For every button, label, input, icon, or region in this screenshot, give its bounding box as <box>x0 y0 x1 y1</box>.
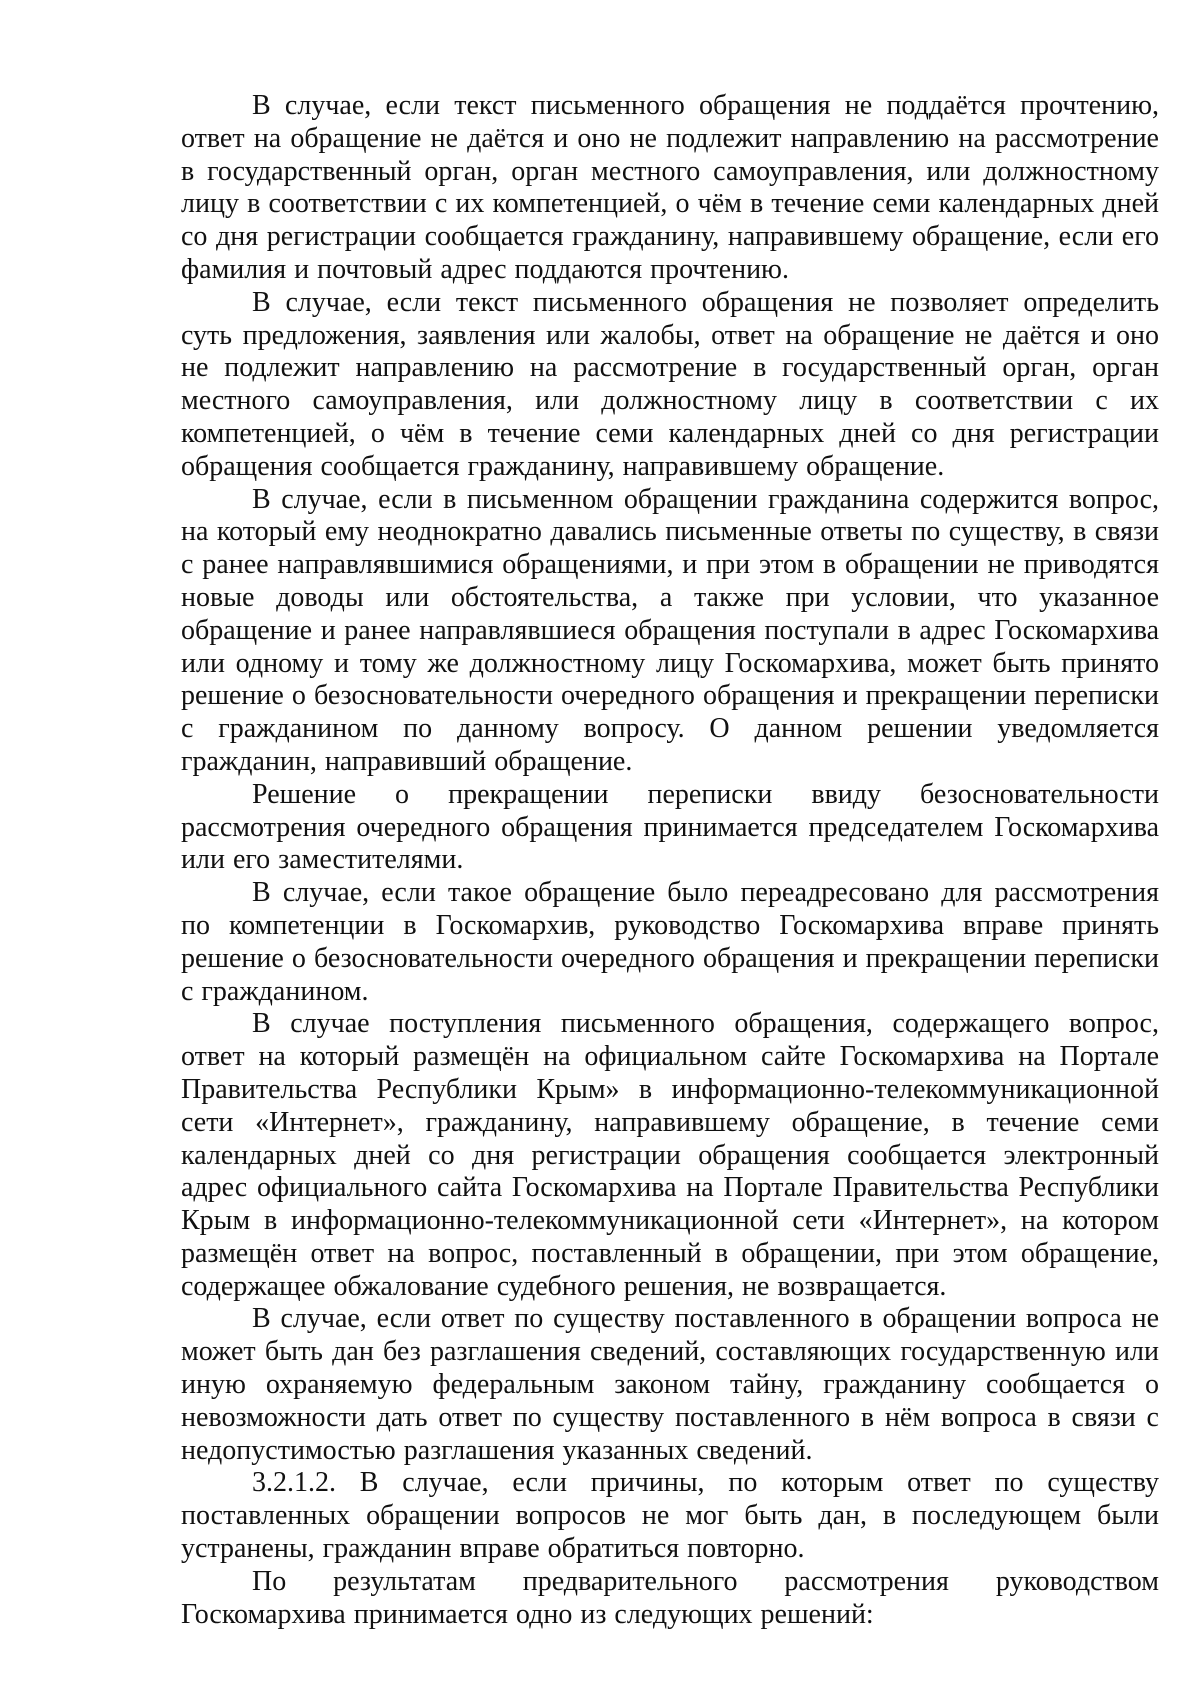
document-body <box>181 90 1159 1631</box>
paragraph-state-secret: В случае, если ответ по существу поставленного в обращении вопроса не может быть дан без разглашения сведений, составляющих государственную или иную охраняемую федеральным законом тайну, гражданину сообщается о невозможности дать ответ по существу поставленного в нём вопроса в связи с недопустимостью разглашения указанных сведений. <box>181 1303 1159 1466</box>
paragraph-redirected-appeal: В случае, если такое обращение было переадресовано для рассмотрения по компетенции в Госкомархив, руководство Госкомархива вправе принять решение о безосновательности очередного обращения и прекращении переписки с гражданином. <box>181 877 1159 1007</box>
paragraph-answer-on-website: В случае поступления письменного обращения, содержащего вопрос, ответ на который размещён на официальном сайте Госкомархива на Портале Правительства Республики Крым» в информационно-телекоммуникационной сети «Интернет», гражданину, направившему обращение, в течение семи календарных дней со дня регистрации обращения сообщается электронный адрес официального сайта Госкомархива на Портале Правительства Республики Крым в информационно-телекоммуникационной сети «Интернет», на котором размещён ответ на вопрос, поставленный в обращении, при этом обращение, содержащее обжалование судебного решения, не возвращается. <box>181 1008 1159 1302</box>
paragraph-section-3-2-1-2: 3.2.1.2. В случае, если причины, по которым ответ по существу поставленных обращении вопросов не мог быть дан, в последующем были устранены, гражданин вправе обратиться повторно. <box>181 1467 1159 1565</box>
paragraph-undefined-essence: В случае, если текст письменного обращения не позволяет определить суть предложения, заявления или жалобы, ответ на обращение не даётся и оно не подлежит направлению на рассмотрение в государственный орган, орган местного самоуправления, или должностному лицу в соответствии с их компетенцией, о чём в течение семи календарных дней со дня регистрации обращения сообщается гражданину, направившему обращение. <box>181 286 1159 482</box>
paragraph-repeated-appeal: В случае, если в письменном обращении гражданина содержится вопрос, на который ему неоднократно давались письменные ответы по существу, в связи с ранее направлявшимися обращениями, и при этом в обращении не приводятся новые доводы или обстоятельства, а также при условии, что указанное обращение и ранее направлявшиеся обращения поступали в адрес Госкомархива или одному и тому же должностному лицу Госкомархива, может быть принято решение о безосновательности очередного обращения и прекращении переписки с гражданином по данному вопросу. О данном решении уведомляется гражданин, направивший обращение. <box>181 483 1159 777</box>
paragraph-termination-decision: Решение о прекращении переписки ввиду безосновательности рассмотрения очередного обращения принимается председателем Госкомархива или его заместителями. <box>181 778 1159 876</box>
paragraph-unreadable-text: В случае, если текст письменного обращения не поддаётся прочтению, ответ на обращение не даётся и оно не подлежит направлению на рассмотрение в государственный орган, орган местного самоуправления, или должностному лицу в соответствии с их компетенцией, о чём в течение семи календарных дней со дня регистрации сообщается гражданину, направившему обращение, если его фамилия и почтовый адрес поддаются прочтению. <box>181 90 1159 285</box>
paragraph-preliminary-review: По результатам предварительного рассмотрения руководством Госкомархива принимается одно из следующих решений: <box>181 1565 1159 1630</box>
